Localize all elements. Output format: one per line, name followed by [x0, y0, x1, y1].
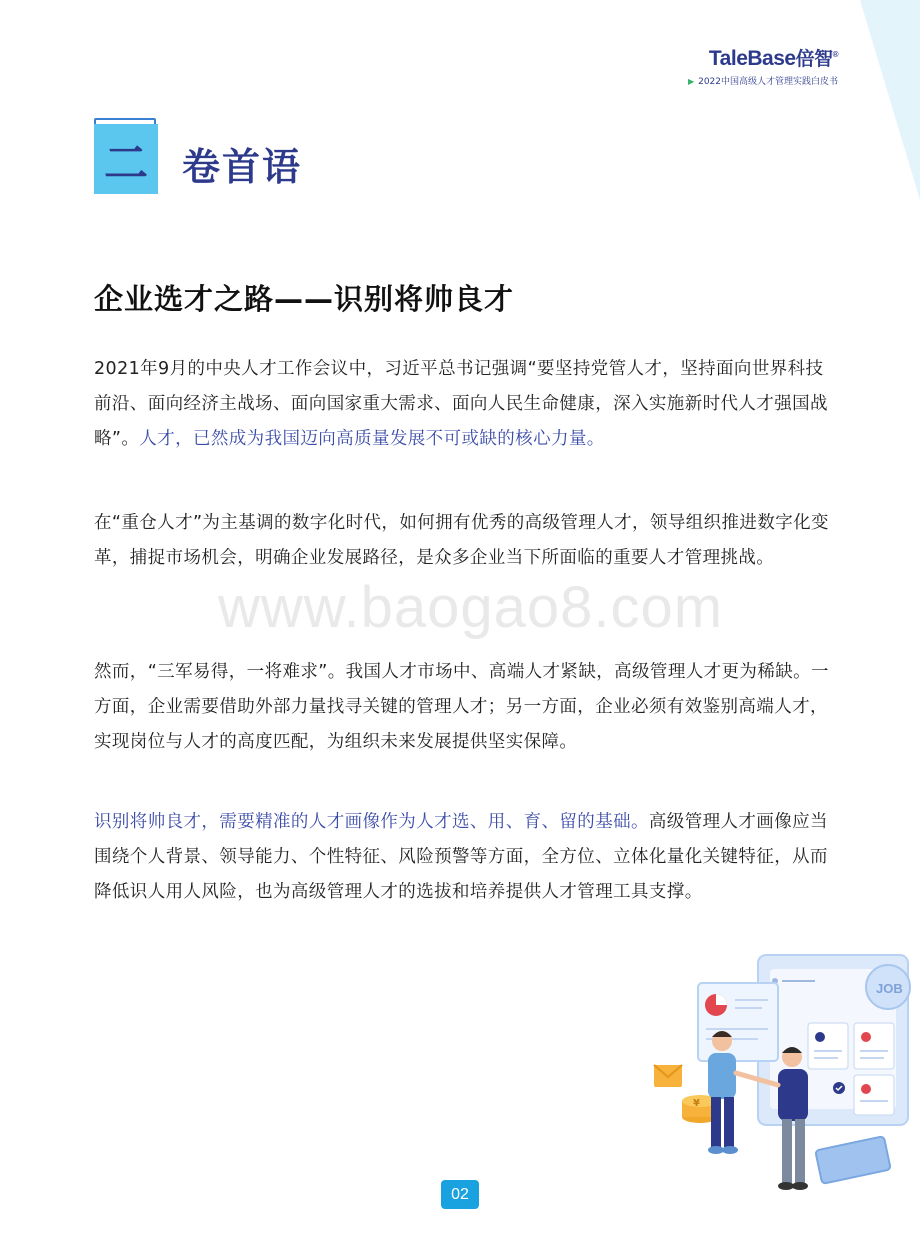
paragraph-1-text: 2021年9月的中央人才工作会议中，习近平总书记强调“要坚持党管人才，坚持面向世界科技前沿、面向经济主战场、面向国家重大需求、面向人民生命健康，深入实施新时代人才强国战略”。	[94, 359, 828, 449]
brand-cn: 倍智	[795, 48, 833, 70]
recruitment-illustration	[640, 945, 920, 1210]
paragraph-2	[94, 506, 830, 576]
play-triangle-icon: ▶	[687, 77, 695, 86]
envelope-icon	[654, 1065, 682, 1087]
article-heading: 企业选才之路——识别将帅良才	[94, 282, 515, 316]
paragraph-4-highlight: 识别将帅良才，需要精准的人才画像作为人才选、用、育、留的基础。	[94, 812, 649, 832]
paragraph-3	[94, 655, 830, 760]
paragraph-3-text: 然而，“三军易得，一将难求”。我国人才市场中、高端人才紧缺，高级管理人才更为稀缺。一方面，企业需要借助外部力量找寻关键的管理人才；另一方面，企业必须有效鉴别高端人才，实现岗位与人才的高度匹配，为组织未来发展提供坚实保障。	[94, 662, 829, 752]
candidate-card	[854, 1075, 894, 1115]
paragraph-4-text: 高级管理人才画像应当围绕个人背景、领导能力、个性特征、风险预警等方面，全方位、立体化量化关键特征，从而降低识人用人风险，也为高级管理人才的选拔和培养提供人才管理工具支撑。	[94, 812, 828, 902]
report-subtitle-text: 2022中国高级人才管理实践白皮书	[698, 77, 838, 87]
brand-logo	[688, 44, 838, 71]
brand-latin: TaleBase	[708, 47, 796, 70]
corner-decoration	[860, 0, 920, 200]
card-device	[815, 1136, 891, 1184]
watermark: www.baogao8.com	[218, 575, 724, 640]
yen-symbol: ¥	[693, 1098, 700, 1109]
badge-fill	[94, 124, 158, 194]
paragraph-4	[94, 805, 830, 910]
report-subtitle	[688, 74, 838, 87]
section-number-badge	[94, 118, 164, 194]
job-sign-text: JOB	[876, 981, 903, 996]
job-bubble	[866, 965, 910, 1009]
section-number: 二	[104, 138, 148, 189]
paragraph-2-text: 在“重仓人才”为主基调的数字化时代，如何拥有优秀的高级管理人才，领导组织推进数字化变革，捕捉市场机会，明确企业发展路径，是众多企业当下所面临的重要人才管理挑战。	[94, 513, 829, 568]
candidate-card	[808, 1023, 848, 1069]
candidate-card	[854, 1023, 894, 1069]
paragraph-1	[94, 352, 830, 457]
paragraph-1-highlight: 人才，已然成为我国迈向高质量发展不可或缺的核心力量。	[139, 429, 605, 449]
brand-header	[688, 44, 838, 87]
registered-mark: ®	[832, 50, 838, 59]
page-number: 02	[441, 1180, 479, 1209]
section-title: 卷首语	[182, 145, 303, 189]
